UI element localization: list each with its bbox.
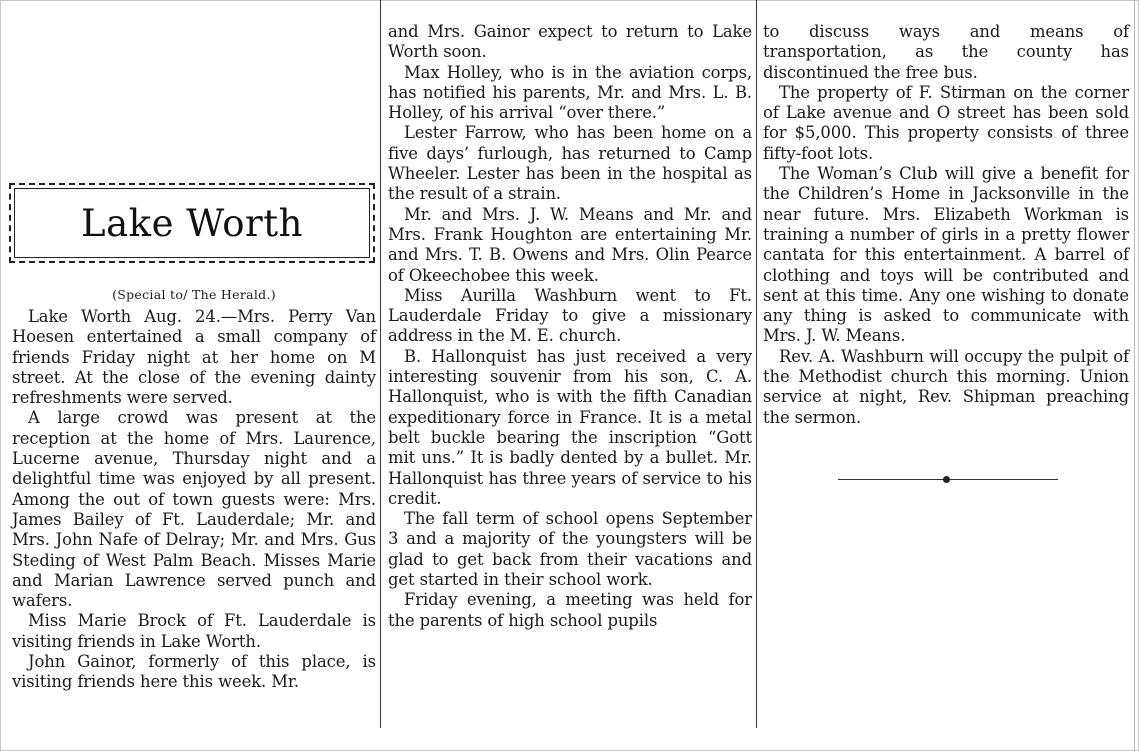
paragraph: The Woman’s Club will give a benefit for the Children’s Home in Jacksonville in the near future. Mrs. Elizabeth Workman is training a number of girls in a pretty flower cantata for this entertainment. A barrel of clothing and toys will be contributed and sent at this time. Any one wishing to donate any thing is asked to communicate with Mrs. J. W. Means.	[763, 164, 1129, 346]
paragraph: to discuss ways and means of transportation, as the county has discontinued the free bus.	[763, 22, 1129, 82]
paragraph: Rev. A. Washburn will occupy the pulpit of the Methodist church this morning. Union service at night, Rev. Shipman preaching the sermon.	[763, 346, 1129, 427]
headline-box	[9, 183, 375, 263]
paragraph: B. Hallonquist has just received a very interesting souvenir from his son, C. A. Hallonquist, who is with the fifth Canadian expeditionary force in France. It is a metal belt buckle bearing the inscription “Gott mit uns.” It is badly dented by a bullet. Mr. Hallonquist has three years of service to his credit.	[388, 346, 752, 508]
byline: (Special to/ The Herald.)	[112, 287, 276, 302]
column-1	[12, 307, 376, 693]
column-2	[388, 22, 752, 631]
paragraph: Lester Farrow, who has been home on a five days’ furlough, has returned to Camp Wheeler. Lester has been in the hospital as the result of a strain.	[388, 123, 752, 204]
paragraph: The fall term of school opens September 3 and a majority of the youngsters will be glad to get back from their vacations and get started in their school work.	[388, 509, 752, 590]
column-divider	[380, 0, 381, 728]
paragraph: The property of F. Stirman on the corner of Lake avenue and O street has been sold for $5,000. This property consists of three fifty-foot lots.	[763, 82, 1129, 163]
paragraph: Max Holley, who is in the aviation corps, has notified his parents, Mr. and Mrs. L. B. Holley, of his arrival “over there.”	[388, 62, 752, 123]
paragraph: Friday evening, a meeting was held for the parents of high school pupils	[388, 590, 752, 630]
paragraph: Miss Marie Brock of Ft. Lauderdale is visiting friends in Lake Worth.	[12, 611, 376, 651]
column-divider	[756, 0, 757, 728]
paragraph: Lake Worth Aug. 24.—Mrs. Perry Van Hoesen entertained a small company of friends Friday night at her home on M street. At the close of the evening dainty refreshments were served.	[12, 307, 376, 408]
paragraph: John Gainor, formerly of this place, is visiting friends here this week. Mr.	[12, 652, 376, 692]
headline: Lake Worth	[81, 201, 303, 245]
column-3	[763, 22, 1129, 428]
paragraph: A large crowd was present at the reception at the home of Mrs. Laurence, Lucerne avenue, Thursday night and a delightful time was enjoyed by all present. Among the out of town guests were: Mrs. James Bailey of Ft. Lauderdale; Mr. and Mrs. John Nafe of Delray; Mr. and Mrs. Gus Steding of West Palm Beach. Misses Marie and Marian Lawrence served punch and wafers.	[12, 408, 376, 611]
paragraph: Miss Aurilla Washburn went to Ft. Lauderdale Friday to give a missionary address in the M. E. church.	[388, 285, 752, 346]
end-mark	[943, 476, 950, 483]
page-edge	[1134, 0, 1135, 751]
paragraph: Mr. and Mrs. J. W. Means and Mr. and Mrs. Frank Houghton are entertaining Mr. and Mrs. T. B. Owens and Mrs. Olin Pearce of Okeechobee this week.	[388, 204, 752, 285]
paragraph: and Mrs. Gainor expect to return to Lake Worth soon.	[388, 22, 752, 62]
